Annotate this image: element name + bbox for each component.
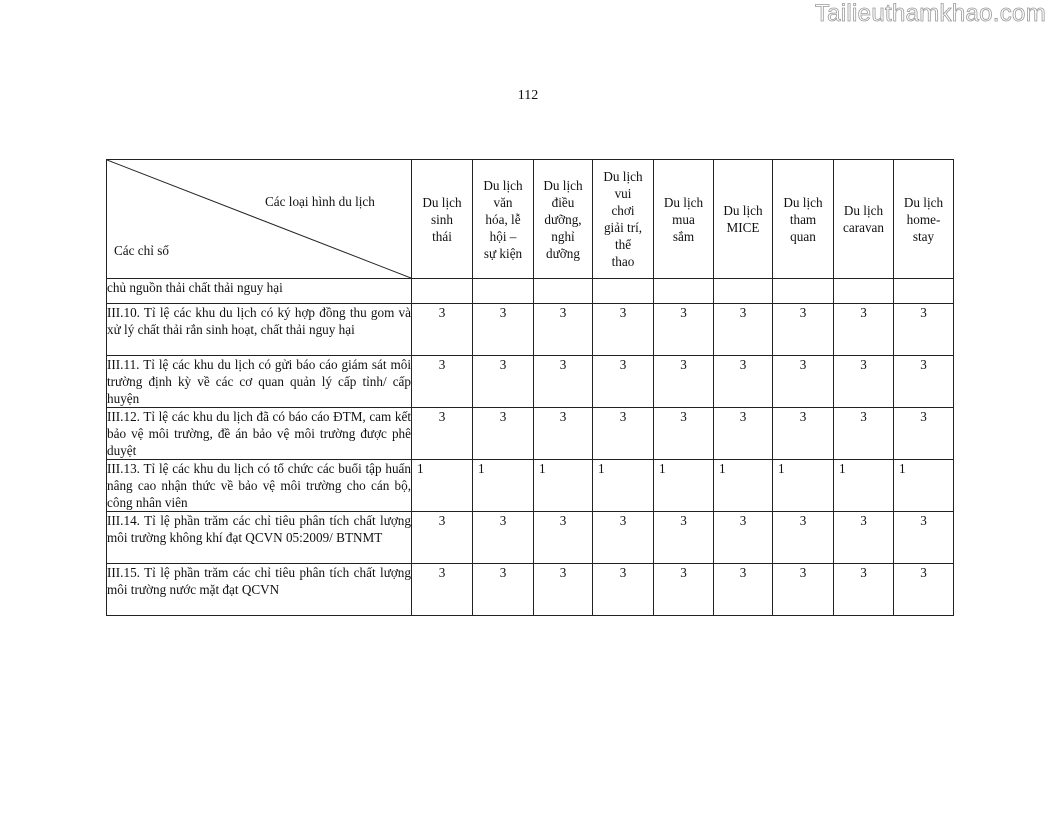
score-cell: 3 bbox=[773, 408, 834, 460]
score-cell: 3 bbox=[714, 304, 773, 356]
score-cell: 3 bbox=[534, 356, 593, 408]
score-cell: 3 bbox=[714, 512, 773, 564]
score-cell: 3 bbox=[593, 512, 654, 564]
score-cell: 1 bbox=[473, 460, 534, 512]
column-header-line: sự kiện bbox=[483, 245, 523, 261]
score-cell: 3 bbox=[834, 356, 894, 408]
column-header-line: mua bbox=[672, 211, 695, 227]
column-header-line: Du lịch bbox=[903, 194, 944, 210]
score-cell: 3 bbox=[593, 408, 654, 460]
empty-cell bbox=[834, 279, 894, 304]
score-cell: 3 bbox=[773, 564, 834, 616]
column-header-line: hóa, lễ bbox=[485, 211, 521, 227]
score-cell: 3 bbox=[412, 512, 473, 564]
table-row bbox=[107, 512, 954, 564]
indicator-table bbox=[106, 159, 954, 616]
score-cell: 3 bbox=[593, 356, 654, 408]
score-cell: 3 bbox=[412, 304, 473, 356]
corner-bottom-label: Các chỉ số bbox=[114, 243, 169, 258]
fragment-row bbox=[107, 279, 954, 304]
score-cell: 1 bbox=[773, 460, 834, 512]
empty-cell bbox=[473, 279, 534, 304]
column-header-line: sinh bbox=[431, 211, 453, 227]
score-cell: 3 bbox=[773, 512, 834, 564]
score-cell: 3 bbox=[593, 304, 654, 356]
column-header-line: dưỡng, bbox=[544, 211, 582, 227]
column-header-line: hội – bbox=[489, 228, 517, 244]
score-cell: 3 bbox=[834, 408, 894, 460]
column-header-line: caravan bbox=[843, 220, 884, 235]
column-header-line: văn bbox=[493, 194, 513, 210]
column-header-line: nghỉ bbox=[551, 228, 575, 244]
score-cell: 3 bbox=[654, 512, 714, 564]
score-cell: 3 bbox=[714, 408, 773, 460]
column-header-line: stay bbox=[912, 228, 935, 244]
column-header-line: Du lịch bbox=[543, 177, 583, 193]
score-cell: 1 bbox=[593, 460, 654, 512]
score-cell: 3 bbox=[473, 512, 534, 564]
empty-cell bbox=[894, 279, 954, 304]
score-cell: 3 bbox=[473, 356, 534, 408]
empty-cell bbox=[714, 279, 773, 304]
column-header-line: vui bbox=[614, 186, 632, 201]
column-header-line: tham bbox=[789, 211, 817, 227]
score-cell: 3 bbox=[773, 304, 834, 356]
column-header-line: Du lịch bbox=[422, 194, 462, 210]
score-cell: 3 bbox=[534, 564, 593, 616]
table-row bbox=[107, 356, 954, 408]
score-cell: 3 bbox=[412, 564, 473, 616]
indicator-text: III.15. Tỉ lệ phần trăm các chỉ tiêu phân tích chất lượng môi trường nước mặt đạt QCVN bbox=[107, 564, 412, 616]
score-cell: 3 bbox=[654, 304, 714, 356]
column-header-line: Du lịch bbox=[603, 169, 643, 184]
empty-cell bbox=[654, 279, 714, 304]
empty-cell bbox=[534, 279, 593, 304]
indicator-text: III.12. Tỉ lệ các khu du lịch đã có báo cáo ĐTM, cam kết bảo vệ môi trường, đề án bảo vệ môi trường được phê duyệt bbox=[107, 409, 411, 458]
column-header-line: chơi bbox=[611, 203, 635, 218]
column-header-line: Du lịch bbox=[723, 203, 763, 218]
column-header bbox=[534, 160, 593, 279]
empty-cell bbox=[773, 279, 834, 304]
column-header-line: home- bbox=[906, 211, 941, 227]
column-header-line: thái bbox=[432, 228, 452, 244]
score-cell: 3 bbox=[894, 356, 954, 408]
score-cell: 1 bbox=[894, 460, 954, 512]
fragment-indicator-text: chủ nguồn thải chất thải nguy hại bbox=[107, 279, 412, 304]
indicator-text: III.14. Tỉ lệ phần trăm các chỉ tiêu phân tích chất lượng môi trường không khí đạt QCVN 05:2009/ BTNMT bbox=[107, 512, 412, 564]
score-cell: 3 bbox=[773, 356, 834, 408]
score-cell: 3 bbox=[534, 408, 593, 460]
column-header-line: Du lịch bbox=[783, 194, 823, 210]
column-header-line: quan bbox=[790, 228, 816, 244]
score-cell: 3 bbox=[473, 304, 534, 356]
table-row bbox=[107, 304, 954, 356]
score-cell: 3 bbox=[834, 304, 894, 356]
score-cell: 3 bbox=[654, 564, 714, 616]
score-cell: 3 bbox=[534, 512, 593, 564]
corner-header-cell bbox=[107, 160, 412, 279]
score-cell: 3 bbox=[412, 408, 473, 460]
column-header bbox=[473, 160, 534, 279]
corner-top-label: Các loại hình du lịch bbox=[265, 194, 375, 209]
indicator-text: III.10. Tỉ lệ các khu du lịch có ký hợp đồng thu gom và xử lý chất thải rắn sinh hoạt, chất thải nguy hại bbox=[107, 304, 412, 356]
column-header-line: thao bbox=[611, 254, 635, 269]
indicator-text: III.11. Tỉ lệ các khu du lịch có gửi báo cáo giám sát môi trường định kỳ về các cơ quan quản lý cấp tỉnh/ cấp huyện bbox=[107, 357, 411, 406]
column-header-line: Du lịch bbox=[843, 203, 884, 218]
indicator-text: III.13. Tỉ lệ các khu du lịch có tổ chức các buổi tập huấn nâng cao nhận thức về bảo vệ môi trường cho cán bộ, công nhân viên bbox=[107, 461, 411, 510]
empty-cell bbox=[593, 279, 654, 304]
empty-cell bbox=[412, 279, 473, 304]
column-header-line: dưỡng bbox=[546, 245, 580, 261]
diagonal-divider bbox=[107, 160, 411, 278]
score-cell: 3 bbox=[534, 304, 593, 356]
watermark: Tailieuthamkhao.com bbox=[814, 0, 1046, 27]
column-header bbox=[593, 160, 654, 279]
column-header-line: Du lịch bbox=[663, 194, 704, 210]
score-cell: 1 bbox=[534, 460, 593, 512]
score-cell: 3 bbox=[654, 408, 714, 460]
column-header bbox=[412, 160, 473, 279]
score-cell: 3 bbox=[593, 564, 654, 616]
score-cell: 1 bbox=[714, 460, 773, 512]
score-cell: 3 bbox=[834, 564, 894, 616]
table-row bbox=[107, 460, 954, 512]
column-header-line: giải trí, bbox=[603, 220, 643, 235]
column-header bbox=[894, 160, 954, 279]
score-cell: 3 bbox=[714, 564, 773, 616]
score-cell: 1 bbox=[834, 460, 894, 512]
score-cell: 3 bbox=[714, 356, 773, 408]
column-header-line: thể bbox=[614, 237, 632, 252]
table-row bbox=[107, 564, 954, 616]
score-cell: 1 bbox=[412, 460, 473, 512]
column-header-line: điều bbox=[551, 194, 575, 210]
score-cell: 1 bbox=[654, 460, 714, 512]
score-cell: 3 bbox=[834, 512, 894, 564]
score-cell: 3 bbox=[894, 564, 954, 616]
column-header-line: Du lịch bbox=[483, 177, 523, 193]
score-cell: 3 bbox=[894, 512, 954, 564]
score-cell: 3 bbox=[473, 408, 534, 460]
score-cell: 3 bbox=[894, 304, 954, 356]
column-header bbox=[654, 160, 714, 279]
score-cell: 3 bbox=[654, 356, 714, 408]
score-cell: 3 bbox=[412, 356, 473, 408]
score-cell: 3 bbox=[473, 564, 534, 616]
score-cell: 3 bbox=[894, 408, 954, 460]
column-header bbox=[834, 160, 894, 279]
table-row bbox=[107, 408, 954, 460]
column-header bbox=[773, 160, 834, 279]
column-header-line: sắm bbox=[672, 228, 695, 244]
column-header-line: MICE bbox=[726, 220, 760, 235]
page-number: 112 bbox=[517, 88, 539, 103]
column-header bbox=[714, 160, 773, 279]
table-header-row bbox=[107, 160, 954, 279]
